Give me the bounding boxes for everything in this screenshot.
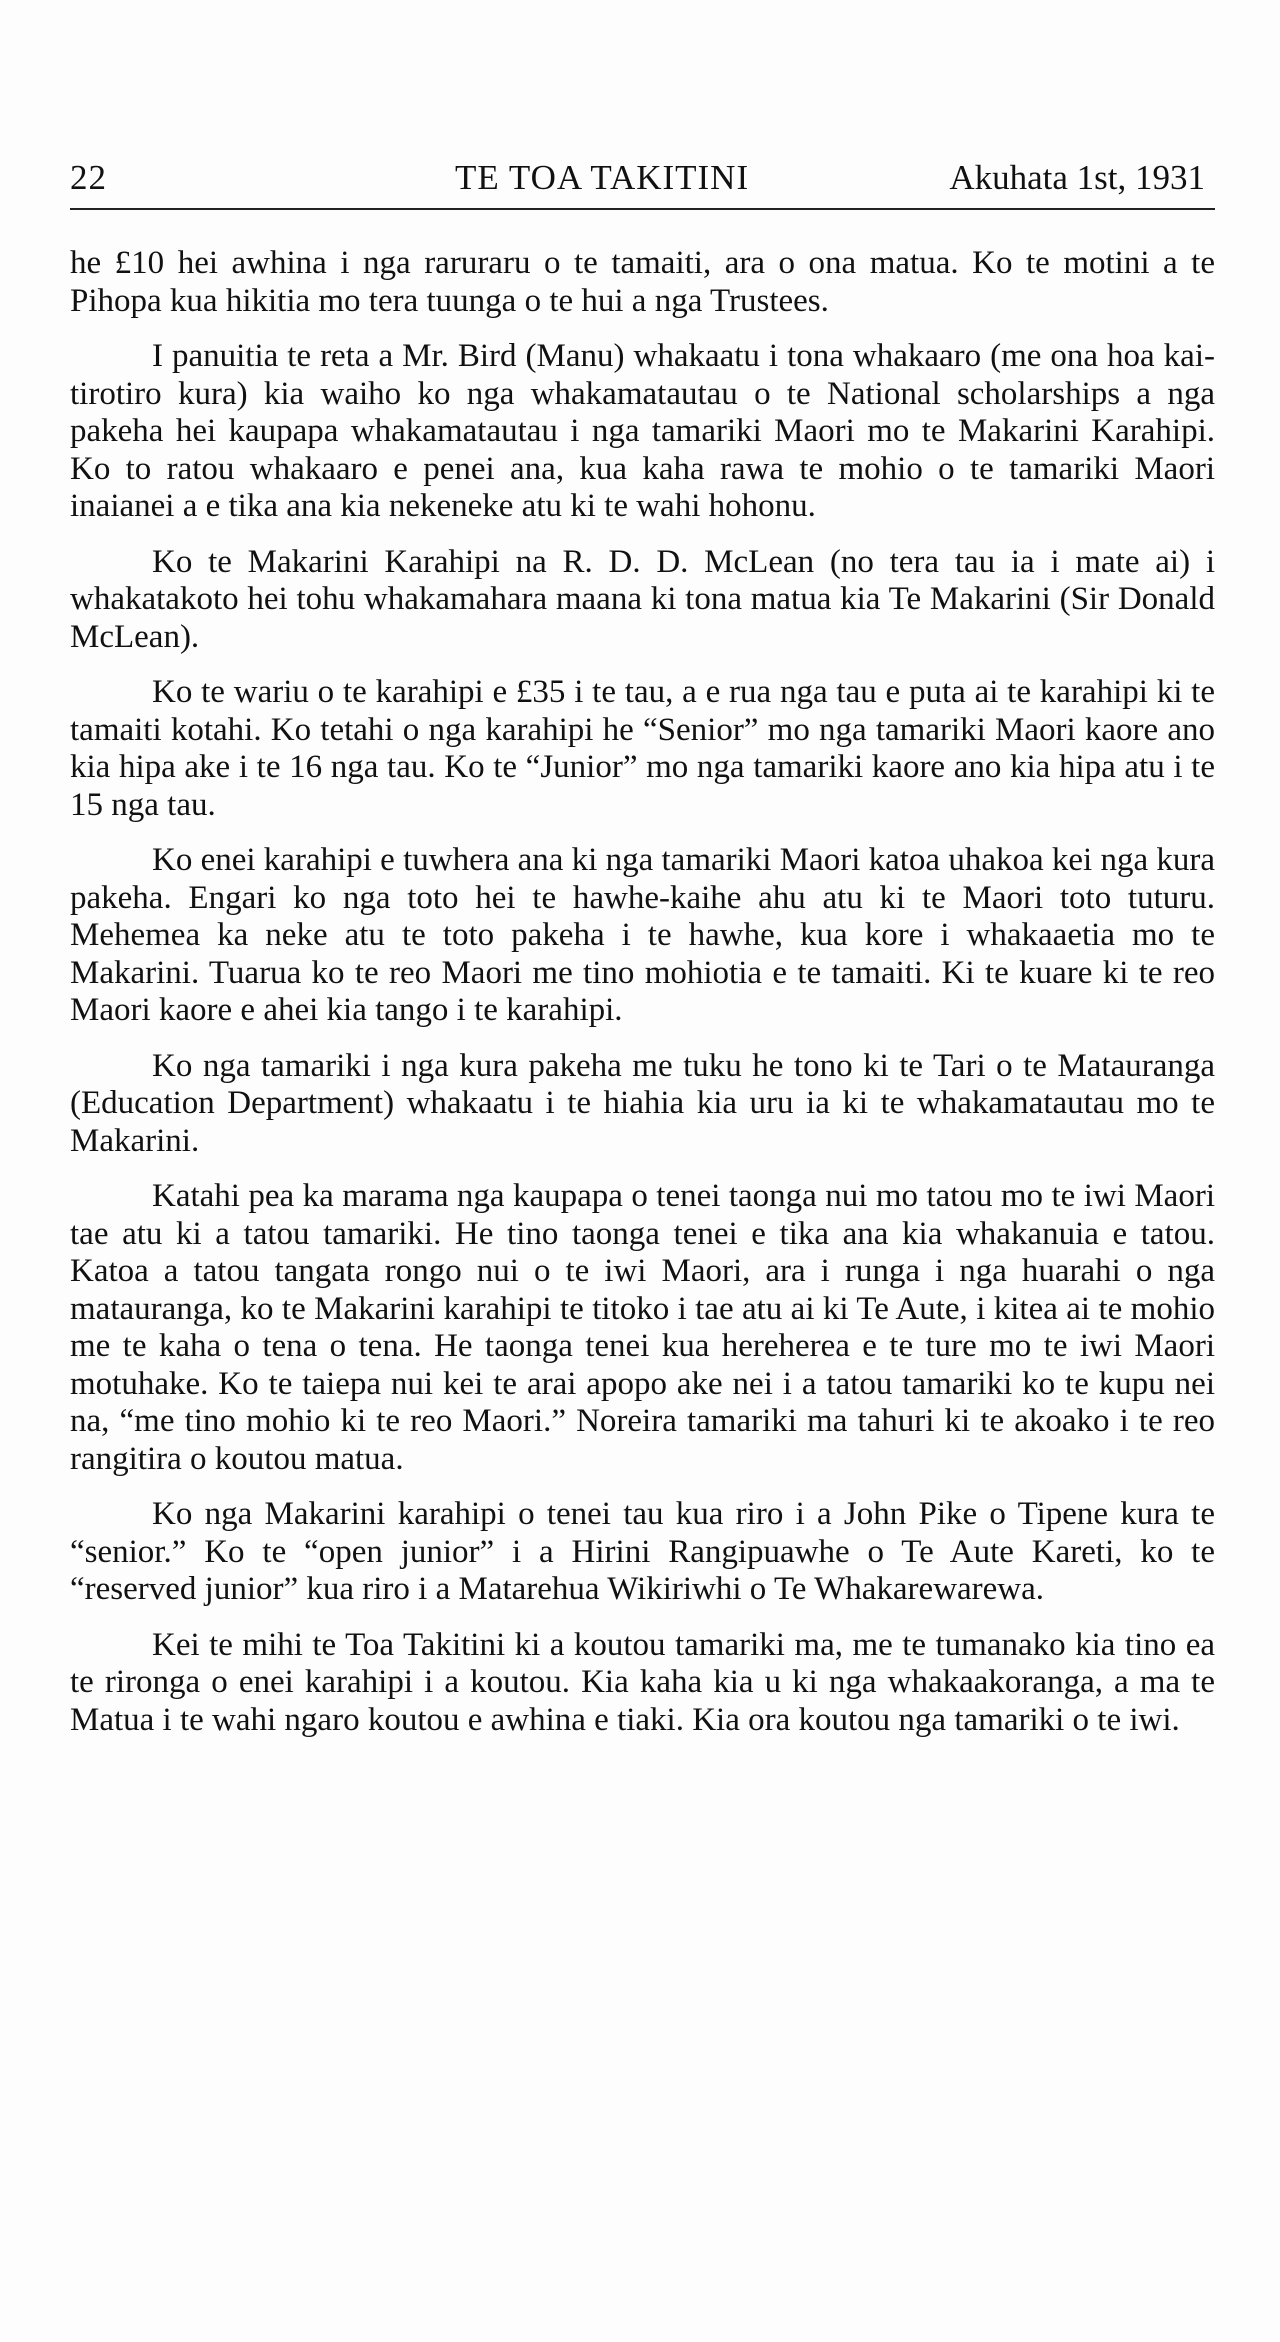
paragraph: Ko nga Makarini karahipi o tenei tau kua riro i a John Pike o Tipene kura te “senior.” Ko te “open junior” i a Hirini Rangipuawhe o Te Aute Kareti, ko te “reserved junior” kua riro i a Matarehua Wikiriwhi o Te Whakarewarewa. (70, 1496, 1215, 1607)
paragraph: he £10 hei awhina i nga raruraru o te tamaiti, ara o ona matua. Ko te motini a te Pihopa kua hikitia mo tera tuunga o te hui a nga Trustees. (70, 245, 1215, 319)
running-title: TE TOA TAKITINI (455, 158, 750, 197)
paragraph: Kei te mihi te Toa Takitini ki a koutou tamariki ma, me te tumanako kia tino ea te rironga o enei karahipi i a koutou. Kia kaha kia u ki nga whakaakoranga, a ma te Matua i te wahi ngaro koutou e awhina e tiaki. Kia ora koutou nga tamariki o te iwi. (70, 1626, 1215, 1738)
paragraph: Katahi pea ka marama nga kaupapa o tenei taonga nui mo tatou mo te iwi Maori tae atu ki a tatou tamariki. He tino taonga tenei e tika ana kia whakanuia e tatou. Katoa a tatou tangata rongo nui o te iwi Maori, ara i runga i nga huarahi o nga matauranga, ko te Makarini karahipi te titoko i tae atu ai ki Te Aute, i kitea ai te mohio me te kaha o tena o tena. He taonga tenei kua hereherea e te ture mo te iwi Maori motuhake. Ko te taiepa nui kei te arai apopo ake nei i a tatou tamariki ko te kupu nei na, “me tino mohio ki te reo Maori.” Noreira tamariki ma tahuri ki te akoako i te reo rangitira o koutou matua. (70, 1178, 1215, 1477)
paragraph: Ko enei karahipi e tuwhera ana ki nga tamariki Maori katoa uhakoa kei nga kura pakeha. Engari ko nga toto hei te hawhe-kaihe ahu atu ki te Maori toto tuturu. Mehemea ka neke atu te toto pakeha i te hawhe, kua kore i whakaaetia mo te Makarini. Tuarua ko te reo Maori me tino mohiotia e te tamaiti. Ki te kuare ki te reo Maori kaore e ahei kia tango i te karahipi. (70, 842, 1215, 1028)
header-rule (70, 208, 1215, 210)
article-body (70, 245, 1215, 1757)
paragraph: Ko te wariu o te karahipi e £35 i te tau, a e rua nga tau e puta ai te karahipi ki te tamaiti kotahi. Ko tetahi o nga karahipi he “Senior” mo nga tamariki Maori kaore ano kia hipa ake i te 16 nga tau. Ko te “Junior” mo nga tamariki kaore ano kia hipa atu i te 15 nga tau. (70, 674, 1215, 823)
page-number: 22 (70, 158, 107, 197)
paragraph: Ko te Makarini Karahipi na R. D. D. McLean (no tera tau ia i mate ai) i whakatakoto hei tohu whakamahara maana ki tona matua kia Te Makarini (Sir Donald McLean). (70, 543, 1215, 655)
paragraph: Ko nga tamariki i nga kura pakeha me tuku he tono ki te Tari o te Matauranga (Education Department) whakaatu i te hiahia kia uru ia ki te whakamatautau mo te Makarini. (70, 1047, 1215, 1159)
paragraph: I panuitia te reta a Mr. Bird (Manu) whakaatu i tona whakaaro (me ona hoa kai-tirotiro kura) kia waiho ko nga whakamatautau o te National scholarships a nga pakeha hei kaupapa whakamatautau i nga tamariki Maori mo te Makarini Karahipi. Ko to ratou whakaaro e penei ana, kua kaha rawa te mohio o te tamariki Maori inaianei a e tika ana kia nekeneke atu ki te wahi hohonu. (70, 338, 1215, 524)
issue-date: Akuhata 1st, 1931 (949, 158, 1205, 197)
